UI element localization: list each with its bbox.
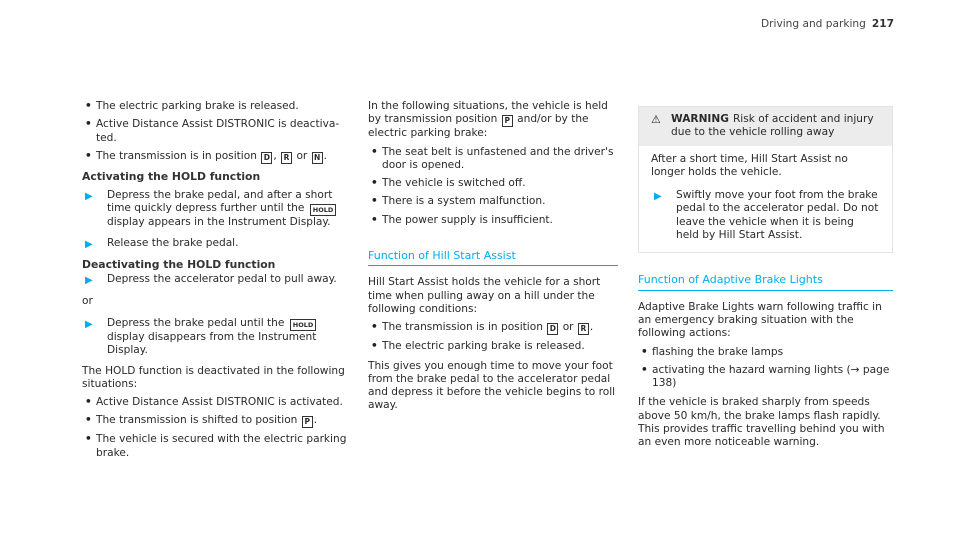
warning-text: Risk of accident and injury due to the vehicle rolling away xyxy=(671,113,874,139)
step-arrow-icon: ▶ xyxy=(85,318,93,330)
gear-r-icon: R xyxy=(281,152,292,164)
conditions-list xyxy=(82,100,350,164)
step-arrow-icon: ▶ xyxy=(85,275,93,287)
deactivation-intro: The HOLD function is deactivated in the following situations: xyxy=(82,364,345,390)
step-item: ▶ Depress the brake pedal, and after a short time quickly depress further until the HOLD display appears in the Instrument Display. xyxy=(82,189,350,230)
step-arrow-icon: ▶ xyxy=(85,191,93,203)
list-item: • The transmission is shifted to position P . xyxy=(82,414,350,428)
step-arrow-icon: ▶ xyxy=(85,238,93,250)
held-intro: In the following situations, the vehicle is held by transmission position P and/or by the electric parking brake: xyxy=(368,100,608,140)
list-item: • Active Distance Assist DISTRONIC is activated. xyxy=(82,396,350,409)
step-item: ▶ Swiftly move your foot from the brake pedal to the accelerator pedal. Do not leave the vehicle when it is being held by Hill Start Assist. xyxy=(651,189,880,242)
step-item: ▶ Release the brake pedal. xyxy=(82,237,350,251)
abl-actions-list xyxy=(638,346,893,391)
hold-icon: HOLD xyxy=(310,204,337,216)
warning-body-text: After a short time, Hill Start Assist no longer holds the vehicle. xyxy=(651,152,848,178)
warning-body xyxy=(639,146,892,253)
list-item: • Active Distance Assist DISTRONIC is deactivated. xyxy=(82,118,350,145)
page-number: 217 xyxy=(871,18,894,30)
page-header xyxy=(761,18,894,31)
abl-intro: Adaptive Brake Lights warn following traffic in an emergency braking situation with the following actions: xyxy=(638,300,882,340)
step-item: ▶ Depress the brake pedal until the HOLD display disappears from the Instrument Display. xyxy=(82,317,350,358)
gear-r-icon: R xyxy=(578,323,589,335)
list-item: • flashing the brake lamps xyxy=(638,346,893,359)
hsa-outro: This gives you enough time to move your foot from the brake pedal to the accelerator pedal and depress it before the vehicle begins to roll away. xyxy=(368,359,616,412)
list-item: • The electric parking brake is released. xyxy=(368,340,618,353)
gear-n-icon: N xyxy=(312,152,323,164)
list-item: • The seat belt is unfastened and the driver's door is opened. xyxy=(368,146,618,173)
hsa-conditions-list xyxy=(368,321,618,353)
header-section: Driving and parking xyxy=(761,18,866,30)
held-situations-list xyxy=(368,146,618,227)
section-title-hill-start-assist: Function of Hill Start Assist xyxy=(368,249,618,266)
column-2 xyxy=(368,100,618,418)
hold-icon: HOLD xyxy=(290,319,317,331)
warning-header xyxy=(639,107,892,146)
step-arrow-icon: ▶ xyxy=(654,191,662,203)
gear-p-icon: P xyxy=(502,115,513,127)
list-item: • The vehicle is secured with the electric parking brake. xyxy=(82,433,350,460)
or-text: or xyxy=(82,294,93,307)
deactivation-list xyxy=(82,396,350,460)
section-title-adaptive-brake-lights: Function of Adaptive Brake Lights xyxy=(638,273,893,290)
list-item: • The electric parking brake is released. xyxy=(82,100,350,113)
warning-box xyxy=(638,106,893,253)
list-item: • activating the hazard warning lights (→ page 138) xyxy=(638,364,893,391)
heading-deactivate: Deactivating the HOLD function xyxy=(82,258,276,272)
abl-outro: If the vehicle is braked sharply from speeds above 50 km/h, the brake lamps flash rapidly. This provides traffic travelling behind you with an even more noticeable warning. xyxy=(638,396,885,449)
step-item: ▶ Depress the accelerator pedal to pull away. xyxy=(82,273,350,287)
list-item: • There is a system malfunction. xyxy=(368,195,618,208)
gear-d-icon: D xyxy=(261,152,272,164)
warning-triangle-icon: ⚠ xyxy=(651,113,661,126)
list-item: • The transmission is in position D , R or N . xyxy=(82,150,350,164)
column-3 xyxy=(638,106,893,455)
gear-d-icon: D xyxy=(547,323,558,335)
warning-label: WARNING xyxy=(671,113,729,125)
gear-p-icon: P xyxy=(302,416,313,428)
column-1 xyxy=(82,100,350,466)
heading-activate: Activating the HOLD function xyxy=(82,169,261,183)
list-item: • The transmission is in position D or R . xyxy=(368,321,618,335)
list-item: • The power supply is insufficient. xyxy=(368,214,618,227)
list-item: • The vehicle is switched off. xyxy=(368,177,618,190)
hsa-intro: Hill Start Assist holds the vehicle for a short time when pulling away on a hill under the following conditions: xyxy=(368,276,601,315)
